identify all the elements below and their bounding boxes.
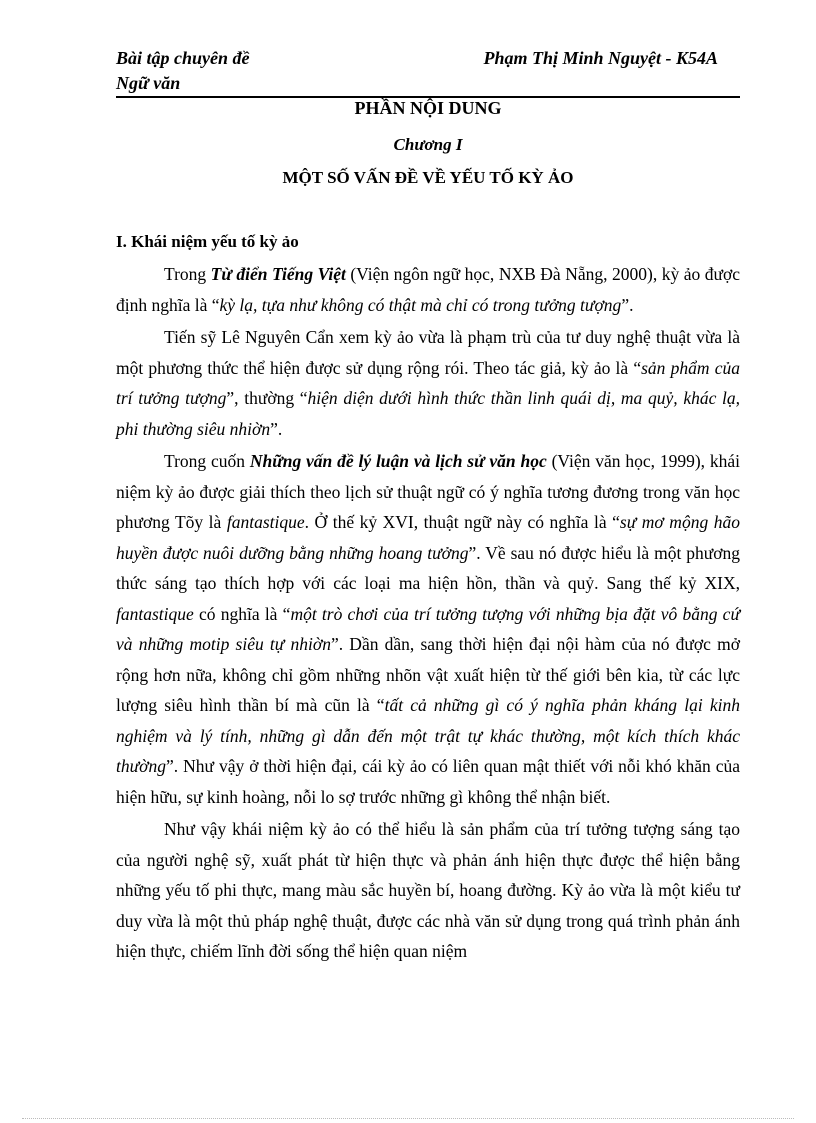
page-header (116, 46, 740, 98)
term: fantastique (116, 603, 194, 624)
quote: sản phẩm của trí tưởng tượng (116, 357, 740, 408)
paragraph-3 (116, 446, 740, 812)
text-run: ”. Về sau nó được hiểu là một phương thức sáng tạo thích hợp với các loại ma hiện hồn, thần và quỷ. Sang thế kỷ XIX, (116, 542, 740, 593)
paragraph-2 (116, 322, 740, 444)
paragraph-1 (116, 259, 740, 320)
part-title: PHẦN NỘI DUNG (354, 98, 502, 118)
text-run: ”. Như vậy ở thời hiện đại, cái kỳ ảo có liên quan mật thiết với nỗi khó khăn của hiện hữu, sự kinh hoàng, nỗi lo sợ trước những gì không thể nhận biết. (116, 756, 740, 807)
text-run: ”. Dần dần, sang thời hiện đại nội hàm của nó được mở rộng hơn nữa, không chỉ gồm những nhõn vật xuất hiện từ thế giới bên kia, từ các lực lượng siêu hình thần bí mà cũn là “ (116, 634, 740, 715)
quote: hiện diện dưới hình thức thần linh quái dị, ma quỷ, khác lạ, phi thường siêu nhiờn (116, 388, 741, 439)
page-bottom-rule (22, 1118, 794, 1119)
text-run: ”. (621, 294, 634, 315)
body-text (116, 259, 740, 967)
header-course (116, 46, 250, 96)
text-run: (Viện ngôn ngữ học, NXB Đà Nẵng, 2000), kỳ ảo được định nghĩa là “ (116, 264, 741, 315)
text-run: Tiến sỹ Lê Nguyên Cẩn xem kỳ ảo vừa là phạm trù của tư duy nghệ thuật vừa là một phương thức thể hiện được sử dụng rộng rói. Theo tác giả, kỳ ảo là “ (116, 327, 740, 378)
text-run: Trong cuốn (164, 451, 250, 471)
text-run: ”, thường “ (226, 388, 308, 408)
dictionary-title: Từ điển Tiếng Việt (210, 264, 346, 284)
quote: kỳ lạ, tựa như không có thật mà chỉ có trong tưởng tượng (219, 294, 622, 315)
paragraph-4: Như vậy khái niệm kỳ ảo có thể hiểu là sản phẩm của trí tưởng tượng sáng tạo của người nghệ sỹ, xuất phát từ hiện thực và phản ánh hiện thực được thể hiện bằng những yếu tố phi thực, mang màu sắc huyền bí, hoang đường. Kỳ ảo vừa là một kiểu tư duy vừa là một thủ pháp nghệ thuật, được các nhà văn sử dụng trong quá trình phản ánh hiện thực, chiếm lĩnh đời sống thể hiện quan niệm (116, 819, 740, 961)
header-course-line2: Ngữ văn (116, 73, 181, 93)
book-title: Những vấn đề lý luận và lịch sử văn học (249, 451, 547, 471)
text-run: . Ở thế kỷ XVI, thuật ngữ này có nghĩa là “ (304, 512, 620, 532)
quote: một trò chơi của trí tưởng tượng với những bịa đặt vô bằng cứ và những motip siêu tự nhiờn (116, 603, 740, 654)
section-heading: I. Khái niệm yếu tố kỳ ảo (116, 232, 299, 251)
header-course-line1: Bài tập chuyên đề (116, 48, 250, 68)
text-run: (Viện văn học, 1999), khái niệm kỳ ảo được giải thích theo lịch sử thuật ngữ có ý nghĩa tương đương trong văn học phương Tõy là (116, 451, 740, 532)
quote: tất cả những gì có ý nghĩa phản kháng lại kinh nghiệm và lý tính, những gì dẫn đến một trật tự khác thường, một kích thích khác thường (116, 695, 740, 776)
chapter-title: MỘT SỐ VẤN ĐỀ VỀ YẾU TỐ KỲ ẢO (282, 168, 574, 187)
text-run: Trong (164, 264, 211, 284)
term: fantastique (226, 512, 305, 532)
chapter-label: Chương I (393, 135, 463, 154)
quote: sự mơ mộng hão huyền được nuôi dưỡng bằng những hoang tưởng (116, 512, 740, 563)
header-author: Phạm Thị Minh Nguyệt - K54A (483, 48, 718, 68)
text-run: có nghĩa là “ (193, 603, 291, 624)
text-run: ”. (270, 418, 283, 439)
